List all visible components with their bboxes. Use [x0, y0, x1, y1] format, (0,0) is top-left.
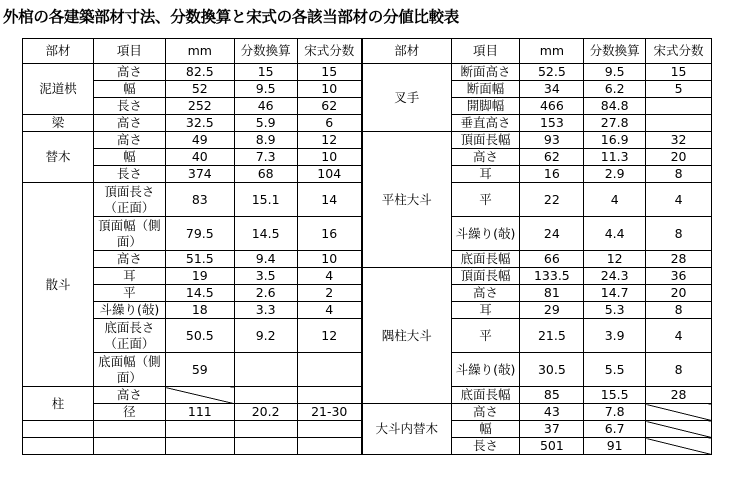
value-cell: 5.5 — [584, 353, 646, 387]
value-cell: 51.5 — [165, 251, 234, 268]
value-cell: 9.2 — [234, 319, 297, 353]
value-cell: 5.3 — [584, 302, 646, 319]
value-cell: 22 — [520, 183, 584, 217]
value-cell: 62 — [297, 98, 362, 115]
value-cell: 27.8 — [584, 115, 646, 132]
value-cell: 14.7 — [584, 285, 646, 302]
value-cell: 50.5 — [165, 319, 234, 353]
item-cell: 底面幅（側面） — [93, 353, 165, 387]
table-row — [23, 64, 712, 81]
table-row — [23, 132, 712, 149]
value-cell: 85 — [520, 387, 584, 404]
value-cell: 11.3 — [584, 149, 646, 166]
item-cell: 底面長幅 — [451, 251, 520, 268]
value-cell: 6.7 — [584, 421, 646, 438]
empty-cell — [297, 438, 362, 455]
empty-cell — [646, 404, 712, 421]
item-cell: 平 — [451, 319, 520, 353]
value-cell: 68 — [234, 166, 297, 183]
table-title: 外棺の各建築部材寸法、分数換算と宋式の各該当部材の分値比較表 — [3, 8, 460, 26]
value-cell: 5.9 — [234, 115, 297, 132]
member-name: 替木 — [23, 132, 94, 183]
value-cell: 19 — [165, 268, 234, 285]
item-cell: 高さ — [93, 64, 165, 81]
header-cell: 部材 — [23, 39, 94, 64]
item-cell: 底面長さ（正面） — [93, 319, 165, 353]
value-cell — [234, 353, 297, 387]
value-cell: 14 — [297, 183, 362, 217]
item-cell: 高さ — [451, 149, 520, 166]
item-cell: 平 — [93, 285, 165, 302]
member-name: 隅柱大斗 — [362, 268, 451, 404]
header-cell: 宋式分数 — [297, 39, 362, 64]
value-cell: 16.9 — [584, 132, 646, 149]
empty-cell — [297, 421, 362, 438]
value-cell: 2.6 — [234, 285, 297, 302]
value-cell: 18 — [165, 302, 234, 319]
value-cell: 3.9 — [584, 319, 646, 353]
item-cell: 高さ — [451, 285, 520, 302]
item-cell: 平 — [451, 183, 520, 217]
value-cell: 83 — [165, 183, 234, 217]
value-cell: 12 — [297, 132, 362, 149]
value-cell: 14.5 — [165, 285, 234, 302]
value-cell: 374 — [165, 166, 234, 183]
value-cell — [297, 353, 362, 387]
value-cell: 4 — [297, 268, 362, 285]
value-cell: 111 — [165, 404, 234, 421]
item-cell: 開脚幅 — [451, 98, 520, 115]
member-name: 柱 — [23, 387, 94, 421]
item-cell: 耳 — [451, 166, 520, 183]
value-cell: 4 — [646, 183, 712, 217]
value-cell: 4 — [584, 183, 646, 217]
empty-cell — [165, 438, 234, 455]
empty-cell — [23, 421, 94, 438]
value-cell: 10 — [297, 251, 362, 268]
value-cell: 3.3 — [234, 302, 297, 319]
value-cell: 6 — [297, 115, 362, 132]
value-cell: 104 — [297, 166, 362, 183]
value-cell — [297, 387, 362, 404]
member-name: 梁 — [23, 115, 94, 132]
item-cell: 高さ — [93, 251, 165, 268]
value-cell: 20.2 — [234, 404, 297, 421]
member-name: 散斗 — [23, 183, 94, 387]
empty-cell — [23, 438, 94, 455]
value-cell: 4.4 — [584, 217, 646, 251]
value-cell: 8 — [646, 217, 712, 251]
header-cell: mm — [165, 39, 234, 64]
value-cell: 62 — [520, 149, 584, 166]
member-name: 大斗内替木 — [362, 404, 451, 455]
item-cell: 頂面幅（側面） — [93, 217, 165, 251]
item-cell: 径 — [93, 404, 165, 421]
item-cell: 頂面長幅 — [451, 268, 520, 285]
value-cell: 15.1 — [234, 183, 297, 217]
value-cell: 29 — [520, 302, 584, 319]
empty-cell — [93, 421, 165, 438]
empty-cell — [646, 421, 712, 438]
value-cell: 15 — [234, 64, 297, 81]
header-cell: 分数換算 — [234, 39, 297, 64]
value-cell: 37 — [520, 421, 584, 438]
value-cell: 43 — [520, 404, 584, 421]
value-cell: 7.8 — [584, 404, 646, 421]
value-cell: 49 — [165, 132, 234, 149]
value-cell: 81 — [520, 285, 584, 302]
item-cell: 頂面長さ（正面） — [93, 183, 165, 217]
item-cell: 耳 — [451, 302, 520, 319]
value-cell: 52 — [165, 81, 234, 98]
value-cell: 32.5 — [165, 115, 234, 132]
table-row — [23, 268, 712, 285]
item-cell: 断面幅 — [451, 81, 520, 98]
value-cell: 30.5 — [520, 353, 584, 387]
item-cell: 頂面長幅 — [451, 132, 520, 149]
item-cell: 幅 — [93, 149, 165, 166]
value-cell: 20 — [646, 149, 712, 166]
value-cell: 12 — [584, 251, 646, 268]
value-cell: 36 — [646, 268, 712, 285]
value-cell: 7.3 — [234, 149, 297, 166]
header-row — [23, 39, 712, 64]
value-cell: 16 — [297, 217, 362, 251]
item-cell: 幅 — [93, 81, 165, 98]
value-cell: 252 — [165, 98, 234, 115]
header-cell: mm — [520, 39, 584, 64]
value-cell: 32 — [646, 132, 712, 149]
empty-cell — [234, 421, 297, 438]
empty-cell — [93, 438, 165, 455]
header-cell: 項目 — [93, 39, 165, 64]
value-cell: 4 — [646, 319, 712, 353]
member-name: 平柱大斗 — [362, 132, 451, 268]
value-cell: 2.9 — [584, 166, 646, 183]
item-cell: 高さ — [451, 404, 520, 421]
value-cell: 21.5 — [520, 319, 584, 353]
value-cell: 501 — [520, 438, 584, 455]
value-cell — [646, 115, 712, 132]
item-cell: 長さ — [93, 166, 165, 183]
item-cell: 垂直高さ — [451, 115, 520, 132]
empty-cell — [234, 438, 297, 455]
item-cell: 長さ — [451, 438, 520, 455]
empty-cell — [165, 421, 234, 438]
value-cell: 28 — [646, 251, 712, 268]
value-cell: 10 — [297, 81, 362, 98]
value-cell — [234, 387, 297, 404]
value-cell: 24.3 — [584, 268, 646, 285]
value-cell: 5 — [646, 81, 712, 98]
value-cell: 8 — [646, 302, 712, 319]
value-cell: 8 — [646, 353, 712, 387]
value-cell: 153 — [520, 115, 584, 132]
value-cell: 8 — [646, 166, 712, 183]
value-cell: 46 — [234, 98, 297, 115]
header-cell: 宋式分数 — [646, 39, 712, 64]
value-cell: 52.5 — [520, 64, 584, 81]
header-cell: 部材 — [362, 39, 451, 64]
header-cell: 項目 — [451, 39, 520, 64]
value-cell: 9.5 — [584, 64, 646, 81]
value-cell: 21-30 — [297, 404, 362, 421]
value-cell: 6.2 — [584, 81, 646, 98]
value-cell: 84.8 — [584, 98, 646, 115]
value-cell: 15 — [646, 64, 712, 81]
item-cell: 長さ — [93, 98, 165, 115]
value-cell: 24 — [520, 217, 584, 251]
value-cell: 16 — [520, 166, 584, 183]
header-cell: 分数換算 — [584, 39, 646, 64]
value-cell: 14.5 — [234, 217, 297, 251]
item-cell: 斗繰り(敧) — [93, 302, 165, 319]
value-cell: 15.5 — [584, 387, 646, 404]
value-cell — [646, 98, 712, 115]
value-cell: 10 — [297, 149, 362, 166]
empty-cell — [646, 438, 712, 455]
empty-cell — [165, 387, 234, 404]
value-cell: 93 — [520, 132, 584, 149]
value-cell: 66 — [520, 251, 584, 268]
value-cell: 4 — [297, 302, 362, 319]
item-cell: 斗繰り(敧) — [451, 217, 520, 251]
item-cell: 幅 — [451, 421, 520, 438]
item-cell: 高さ — [93, 132, 165, 149]
value-cell: 466 — [520, 98, 584, 115]
value-cell: 40 — [165, 149, 234, 166]
value-cell: 91 — [584, 438, 646, 455]
member-name: 叉手 — [362, 64, 451, 132]
value-cell: 79.5 — [165, 217, 234, 251]
item-cell: 耳 — [93, 268, 165, 285]
table-row — [23, 404, 712, 421]
value-cell: 82.5 — [165, 64, 234, 81]
value-cell: 9.4 — [234, 251, 297, 268]
value-cell: 3.5 — [234, 268, 297, 285]
item-cell: 高さ — [93, 387, 165, 404]
item-cell: 高さ — [93, 115, 165, 132]
value-cell: 8.9 — [234, 132, 297, 149]
value-cell: 59 — [165, 353, 234, 387]
comparison-table — [22, 38, 712, 455]
member-name: 泥道栱 — [23, 64, 94, 115]
value-cell: 9.5 — [234, 81, 297, 98]
value-cell: 133.5 — [520, 268, 584, 285]
item-cell: 斗繰り(敧) — [451, 353, 520, 387]
value-cell: 28 — [646, 387, 712, 404]
value-cell: 20 — [646, 285, 712, 302]
item-cell: 底面長幅 — [451, 387, 520, 404]
value-cell: 12 — [297, 319, 362, 353]
value-cell: 34 — [520, 81, 584, 98]
value-cell: 15 — [297, 64, 362, 81]
item-cell: 断面高さ — [451, 64, 520, 81]
value-cell: 2 — [297, 285, 362, 302]
